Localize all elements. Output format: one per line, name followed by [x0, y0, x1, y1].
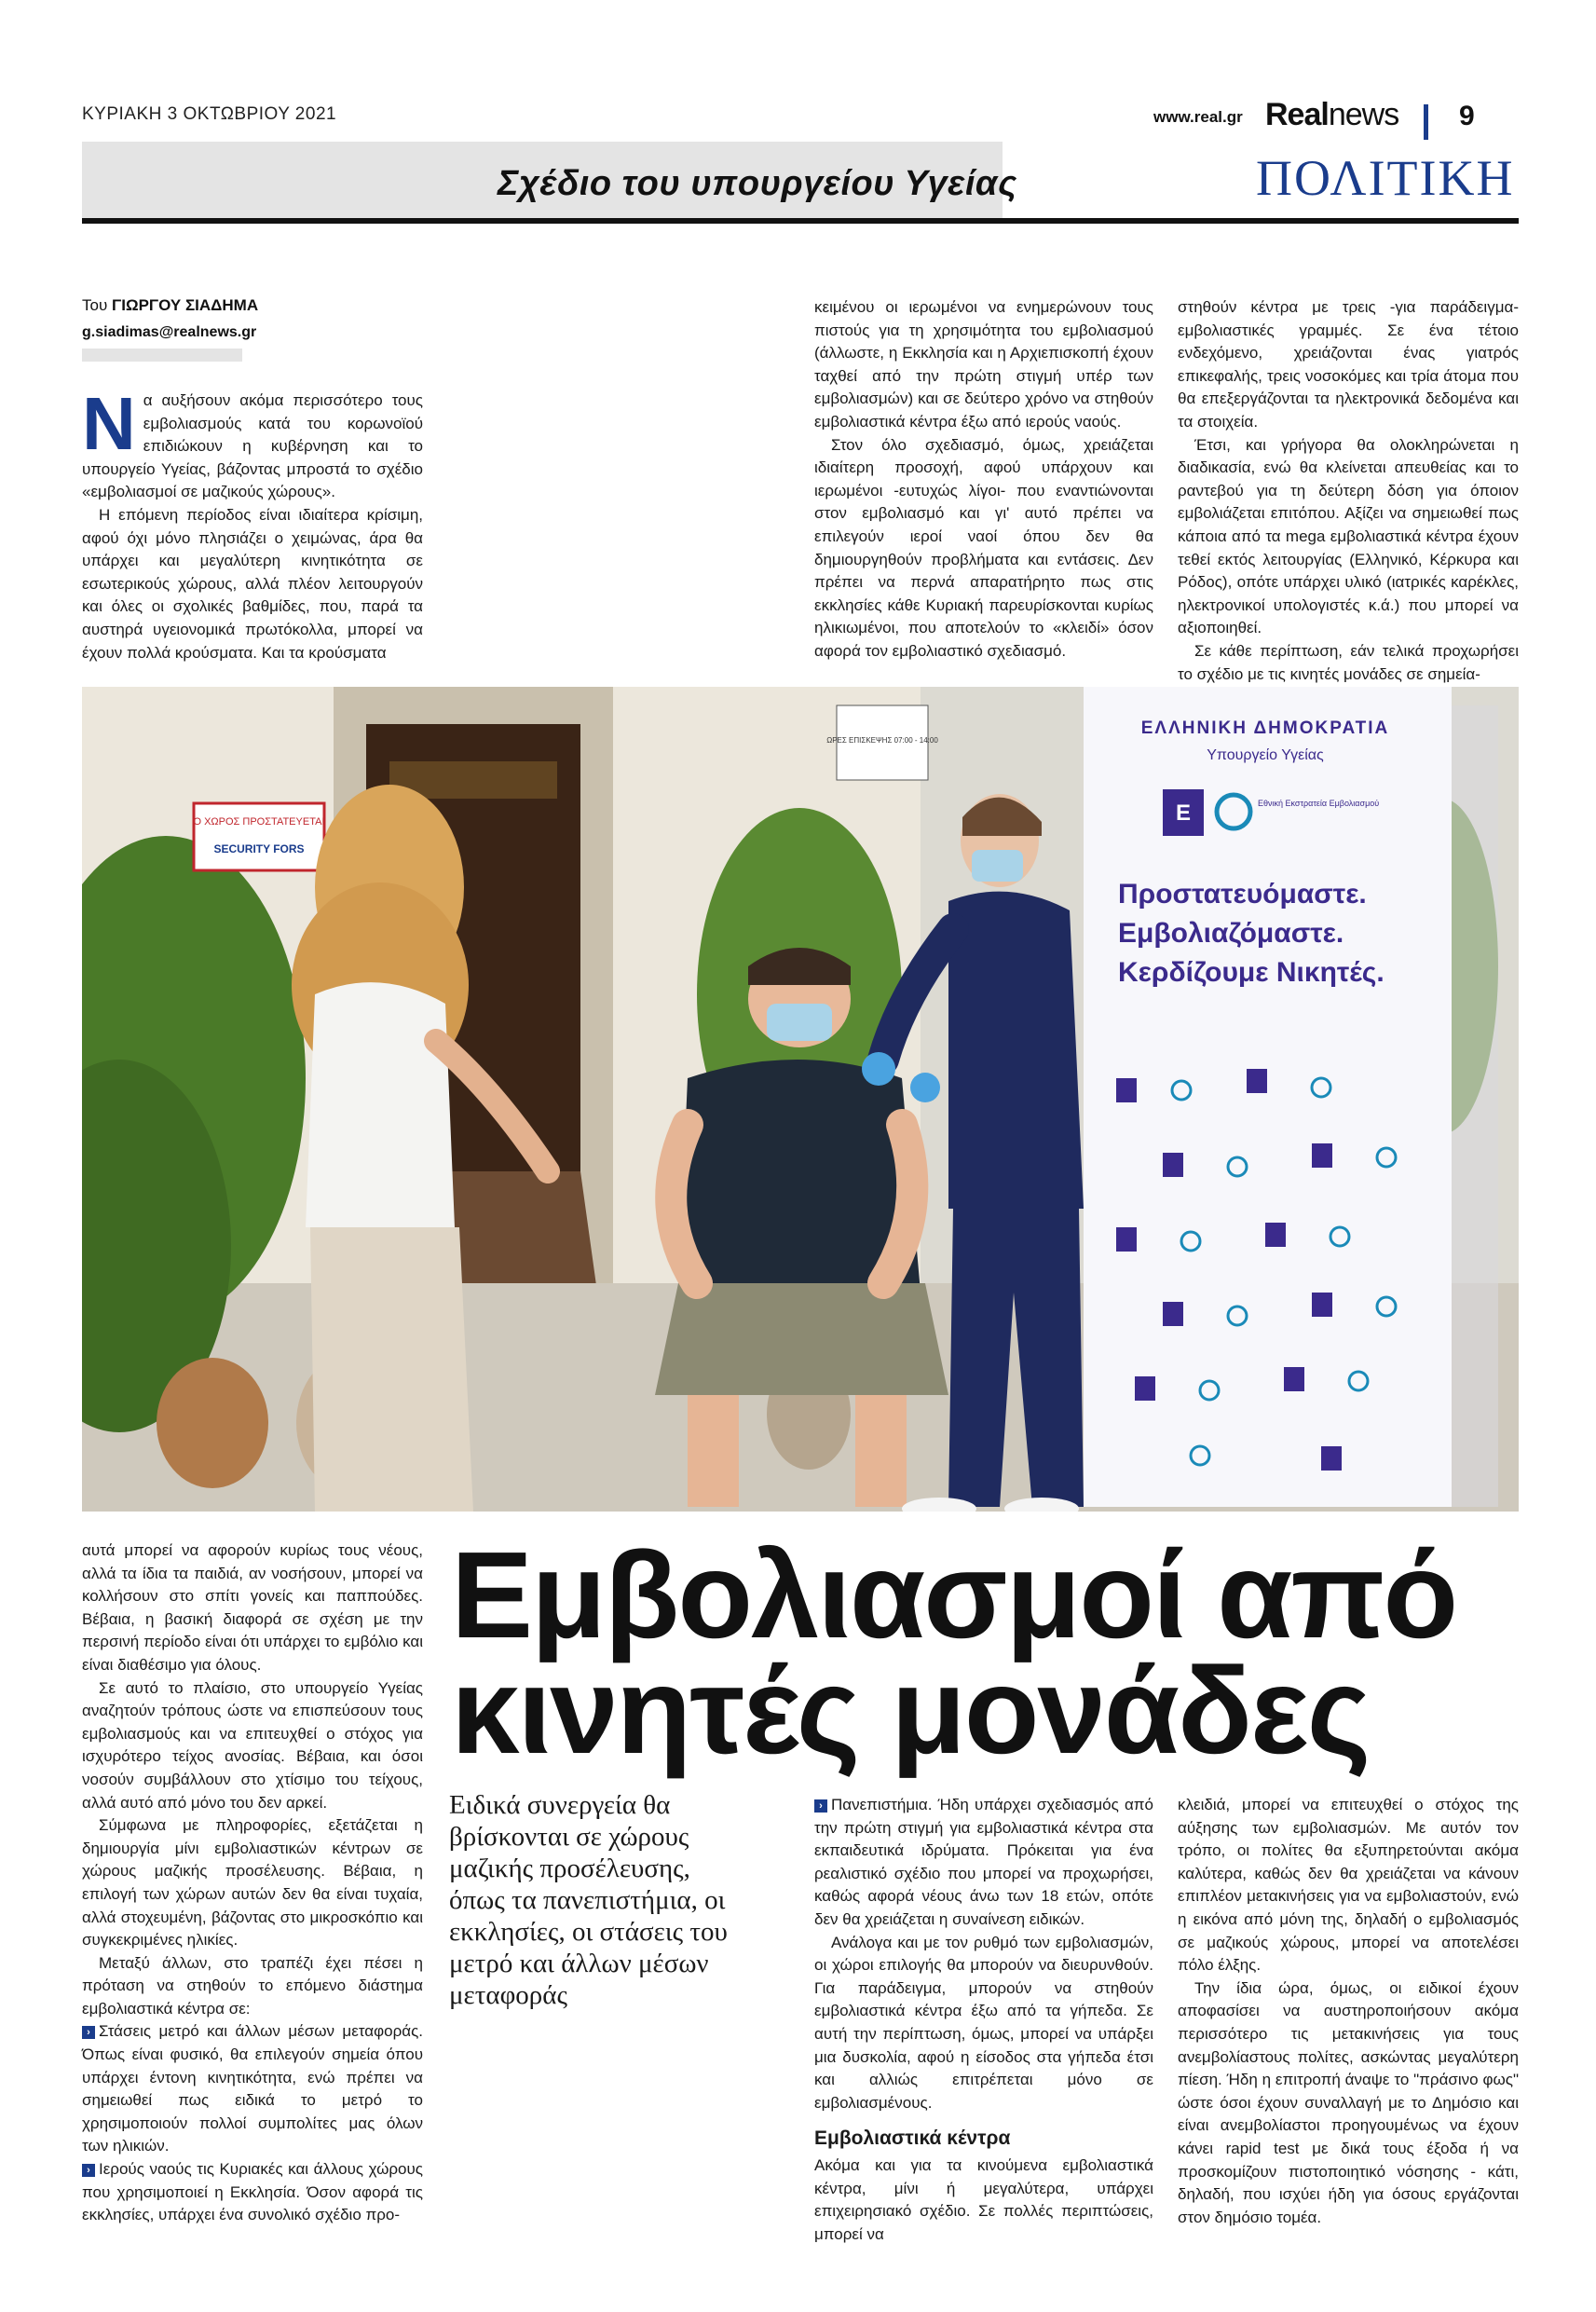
paragraph: κλειδιά, μπορεί να επιτευχθεί ο στόχος της αύξησης των εμβολιασμών. Με αυτόν τον τρόπο, οι πολίτες θα εξυπηρετούνται ακόμα καλύτερα, καθώς δεν θα χρειάζεται να κάνουν επιπλέον μετακινήσεις για να εμβολιαστούν, ενώ η εικόνα από μόνη της, δηλαδή ο εμβολιασμός σε μαζικούς χώρους, μπορεί να αποτελέσει πόλο έλξης. — [1178, 1796, 1519, 1975]
byline-author: ΓΙΩΡΓΟΥ ΣΙΑΔΗΜΑ — [112, 296, 259, 314]
email-underlay — [82, 349, 242, 362]
brand-logo — [1265, 97, 1398, 133]
issue-date: ΚΥΡΙΑΚΗ 3 ΟΚΤΩΒΡΙΟΥ 2021 — [82, 104, 337, 124]
headline-line-1: Εμβολιασμοί από — [451, 1526, 1457, 1663]
bullet-item: › Στάσεις μετρό και άλλων μέσων μεταφοράς. Όπως είναι φυσικό, θα επιλεγούν σημεία όπου υπάρχει έντονη κινητικότητα, ενώ πρέπει να σημειωθεί πως ειδικά το μετρό το χρησιμοποιούν πολλοί συμπολίτες μας όλων των ηλικιών. — [82, 2022, 423, 2155]
paragraph: Σε αυτό το πλαίσιο, στο υπουργείο Υγείας αναζητούν τρόπους ώστε να επισπεύσουν τους εμβολιασμούς και να επιτευχθεί ο στόχος για ισχυρότερο τείχος ανοσίας. Βέβαια, και όσοι νοσούν συμβάλλουν στο χτίσιμο του τείχους, αλλά αυτό από μόνο του δεν αρκεί. — [82, 1678, 423, 1812]
chevron-right-icon: › — [82, 2026, 95, 2039]
sign-top-text: ΩΡΕΣ ΕΠΙΣΚΕΨΗΣ 07:00 - 14:00 — [826, 736, 938, 745]
paragraph: Η επόμενη περίοδος είναι ιδιαίτερα κρίσιμη, αφού όχι μόνο πλησιάζει ο χειμώνας, άρα θα υπάρχει και μεγαλύτερη κινητικότητα σε εσωτερικούς χώρους, αλλά πλέον λειτουργούν και όλες οι σχολικές βαθμίδες, που, παρά τα αυστηρά υγειονομικά πρωτόκολλα, μπορεί να έχουν πολλά κρούσματα. Και τα κρούσματα — [82, 505, 423, 662]
dropcap: Ν — [82, 382, 136, 465]
section-title: ΠΟΛΙΤΙΚΗ — [1256, 150, 1515, 206]
bullet-item: › Ιερούς ναούς τις Κυριακές και άλλους χώρους που χρησιμοποιεί η Εκκλησία. Όσον αφορά τις εκκλησίες, υπάρχει ένα συνολικό σχέδιο προ- — [82, 2160, 423, 2224]
subheading: Εμβολιαστικά κέντρα — [814, 2127, 1011, 2150]
banner-slogan-3: Κερδίζουμε Νικητές. — [1118, 957, 1385, 988]
standfirst: Ειδικά συνεργεία θα βρίσκονται σε χώρους μαζικής προσέλευσης, όπως τα πανεπιστήμια, οι εκκλησίες, οι στάσεις του μετρό και άλλων μέσων μεταφοράς — [449, 1790, 728, 2010]
sign-left-text-2: SECURITY FORS — [213, 842, 305, 855]
author-email[interactable]: g.siadimas@realnews.gr — [82, 324, 257, 340]
banner-ministry: Υπουργείο Υγείας — [1207, 747, 1324, 763]
article-bottom-col-3 — [814, 1794, 1153, 2246]
page-number: 9 — [1459, 101, 1475, 131]
paragraph: κειμένου οι ιερωμένοι να ενημερώνουν τους πιστούς για τη χρησιμότητα του εμβολιασμού (άλλωστε, η Εκκλησία και η Αρχιεπισκοπή έχουν ταχθεί από την πρώτη στιγμή υπέρ των εμβολιασμών) και σε δεύτερο χρόνο να στηθούν εμβολιαστικά κέντρα έξω από ιερούς ναούς. — [814, 298, 1153, 431]
paragraph: Σύμφωνα με πληροφορίες, εξετάζεται η δημιουργία μίνι εμβολιαστικών κέντρων σε χώρους μαζικής προσέλευσης. Βέβαια, η επιλογή των χώρων αυτών δεν θα είναι τυχαία, αλλά στοχευμένη, βάζοντας στο μικροσκόπιο και συγκεκριμένες ηλικίες. — [82, 1816, 423, 1949]
article-col-4 — [1178, 296, 1519, 686]
byline-prefix: Του — [82, 296, 108, 314]
article-col-1 — [82, 382, 423, 664]
svg-text:Ε: Ε — [1175, 800, 1192, 826]
banner-slogan-1: Προστατευόμαστε. — [1118, 879, 1367, 910]
paragraph: Ακόμα και για τα κινούμενα εμβολιαστικά κέντρα, μίνι ή μεγαλύτερα, υπάρχει επιχειρησιακό σχέδιο. Σε πολλές περιπτώσεις, μπορεί να — [814, 2155, 1153, 2243]
vaccination-scene — [82, 687, 1519, 1512]
headline — [451, 1526, 1457, 1779]
paragraph: α αυξήσουν ακόμα περισσότερο τους εμβολιασμούς κατά του κορωνοϊού επιδιώκουν η κυβέρνηση και το υπουργείο Υγείας, βάζοντας μπροστά το σχέδιο «εμβολιασμοί σε μαζικούς χώρους». — [82, 391, 423, 501]
paragraph: Στον όλο σχεδιασμό, όμως, χρειάζεται ιδιαίτερη προσοχή, αφού υπάρχουν και ιερωμένοι -ευτυχώς λίγοι- που εναντιώνονται στον εμβολιασμό και γι' αυτό πρέπει να επιλεγούν ιεροί ναοί όπου δεν θα δημιουργηθούν προβλήματα και εντάσεις. Δεν πρέπει να περνά απαρατήρητο πως στις εκκλησίες κάθε Κυριακή παρευρίσκονται κυρίως ηλικιωμένοι, που αποτελούν το «κλειδί» όσον αφορά τον εμβολιαστικό σχεδιασμό. — [814, 435, 1153, 660]
bullet-item: › Πανεπιστήμια. Ήδη υπάρχει σχεδιασμός από την πρώτη στιγμή για εμβολιαστικά κέντρα στα εκπαιδευτικά ιδρύματα. Πρόκειται για ένα ρεαλιστικό σχέδιο που μπορεί να προχωρήσει, καθώς αφορά νέους άνω των 18 ετών, οπότε δεν θα χρειάζεται η συναίνεση ειδικών. — [814, 1796, 1153, 1928]
brand-divider — [1424, 104, 1428, 140]
article-bottom-col-1 — [82, 1539, 423, 2227]
site-url[interactable]: www.real.gr — [1153, 108, 1243, 126]
banner-org: Εθνική Εκστρατεία Εμβολιασμού — [1258, 799, 1380, 808]
chevron-right-icon: › — [814, 1799, 827, 1813]
kicker: Σχέδιο του υπουργείου Υγείας — [498, 164, 1017, 203]
brand-light: news — [1328, 97, 1399, 132]
brand-bold: Real — [1265, 97, 1329, 132]
header-rule — [82, 218, 1519, 224]
banner-slogan-2: Εμβολιαζόμαστε. — [1118, 918, 1344, 949]
byline — [82, 296, 258, 315]
article-bottom-col-4 — [1178, 1794, 1519, 2229]
paragraph: Σε κάθε περίπτωση, εάν τελικά προχωρήσει το σχέδιο με τις κινητές μονάδες σε σημεία- — [1178, 641, 1519, 683]
paragraph: Μεταξύ άλλων, στο τραπέζι έχει πέσει η πρόταση να στηθούν το επόμενο διάστημα εμβολιαστικά κέντρα σε: — [82, 1953, 423, 2018]
banner-title: ΕΛΛΗΝΙΚΗ ΔΗΜΟΚΡΑΤΙΑ — [1140, 718, 1390, 738]
sign-left-text: Ο ΧΩΡΟΣ ΠΡΟΣΤΑΤΕΥΕΤΑΙ — [193, 816, 325, 828]
article-photo — [82, 687, 1519, 1512]
headline-line-2: κινητές μονάδες — [451, 1642, 1370, 1779]
paragraph: Έτσι, και γρήγορα θα ολοκληρώνεται η διαδικασία, ενώ θα κλείνεται απευθείας και το ραντεβού για τη δεύτερη δόση για όποιον εμβολιάζεται επιτόπου. Αξίζει να σημειωθεί πως κάποια από τα mega εμβολιαστικά κέντρα έχουν τεθεί εκτός λειτουργίας (Ελληνικό, Κέρκυρα και Ρόδος), οπότε υπάρχει υλικό (ιατρικές καρέκλες, ηλεκτρονικοί υπολογιστές κ.ά.) που μπορεί να αξιοποιηθεί. — [1178, 435, 1519, 637]
paragraph: Την ίδια ώρα, όμως, οι ειδικοί έχουν αποφασίσει να αυστηροποιήσουν ακόμα περισσότερο τις μετακινήσεις για τους ανεμβολίαστους πολίτες, ασκώντας μεγαλύτερη πίεση. Ήδη η επιτροπή άναψε το "πράσινο φως" ώστε όσοι έχουν συναλλαγή με το Δημόσιο και είναι ανεμβολίαστοι προηγουμένως να έχουν κάνει rapid test με δικά τους έξοδα ή να προσκομίζουν πιστοποιητικό νόσησης - κάτι, δηλαδή, που ισχύει ήδη για όσους εργάζονται στον δημόσιο τομέα. — [1178, 1978, 1519, 2226]
paragraph: Ανάλογα και με τον ρυθμό των εμβολιασμών, οι χώροι επιλογής θα μπορούν να διευρυνθούν. Για παράδειγμα, μπορούν να στηθούν εμβολιαστικά κέντρα έξω από τα γήπεδα. Σε αυτή την περίπτωση, όμως, μπορεί να υπάρξει μια δυσκολία, αφού η είσοδος στα γήπεδα έτσι και αλλιώς επιτρέπεται μόνο σε εμβολιασμένους. — [814, 1933, 1153, 2112]
paragraph: στηθούν κέντρα με τρεις -για παράδειγμα- εμβολιαστικές γραμμές. Σε ένα τέτοιο ενδεχόμενο, χρειάζονται ένας γιατρός επικεφαλής, τρεις νοσοκόμες και τρία άτομα που θα επεξεργάζονται τα ηλεκτρονικά δεδομένα και τα στοιχεία. — [1178, 298, 1519, 431]
article-col-3 — [814, 296, 1153, 664]
chevron-right-icon: › — [82, 2164, 95, 2177]
paragraph: αυτά μπορεί να αφορούν κυρίως τους νέους, αλλά τα ίδια τα παιδιά, αν νοσήσουν, μπορεί να κολλήσουν στο σπίτι γονείς και παππούδες. Βέβαια, η βασική διαφορά σε σχέση με την περσινή περίοδο είναι ότι υπάρχει το εμβόλιο και είναι διαθέσιμο για όλους. — [82, 1541, 423, 1674]
